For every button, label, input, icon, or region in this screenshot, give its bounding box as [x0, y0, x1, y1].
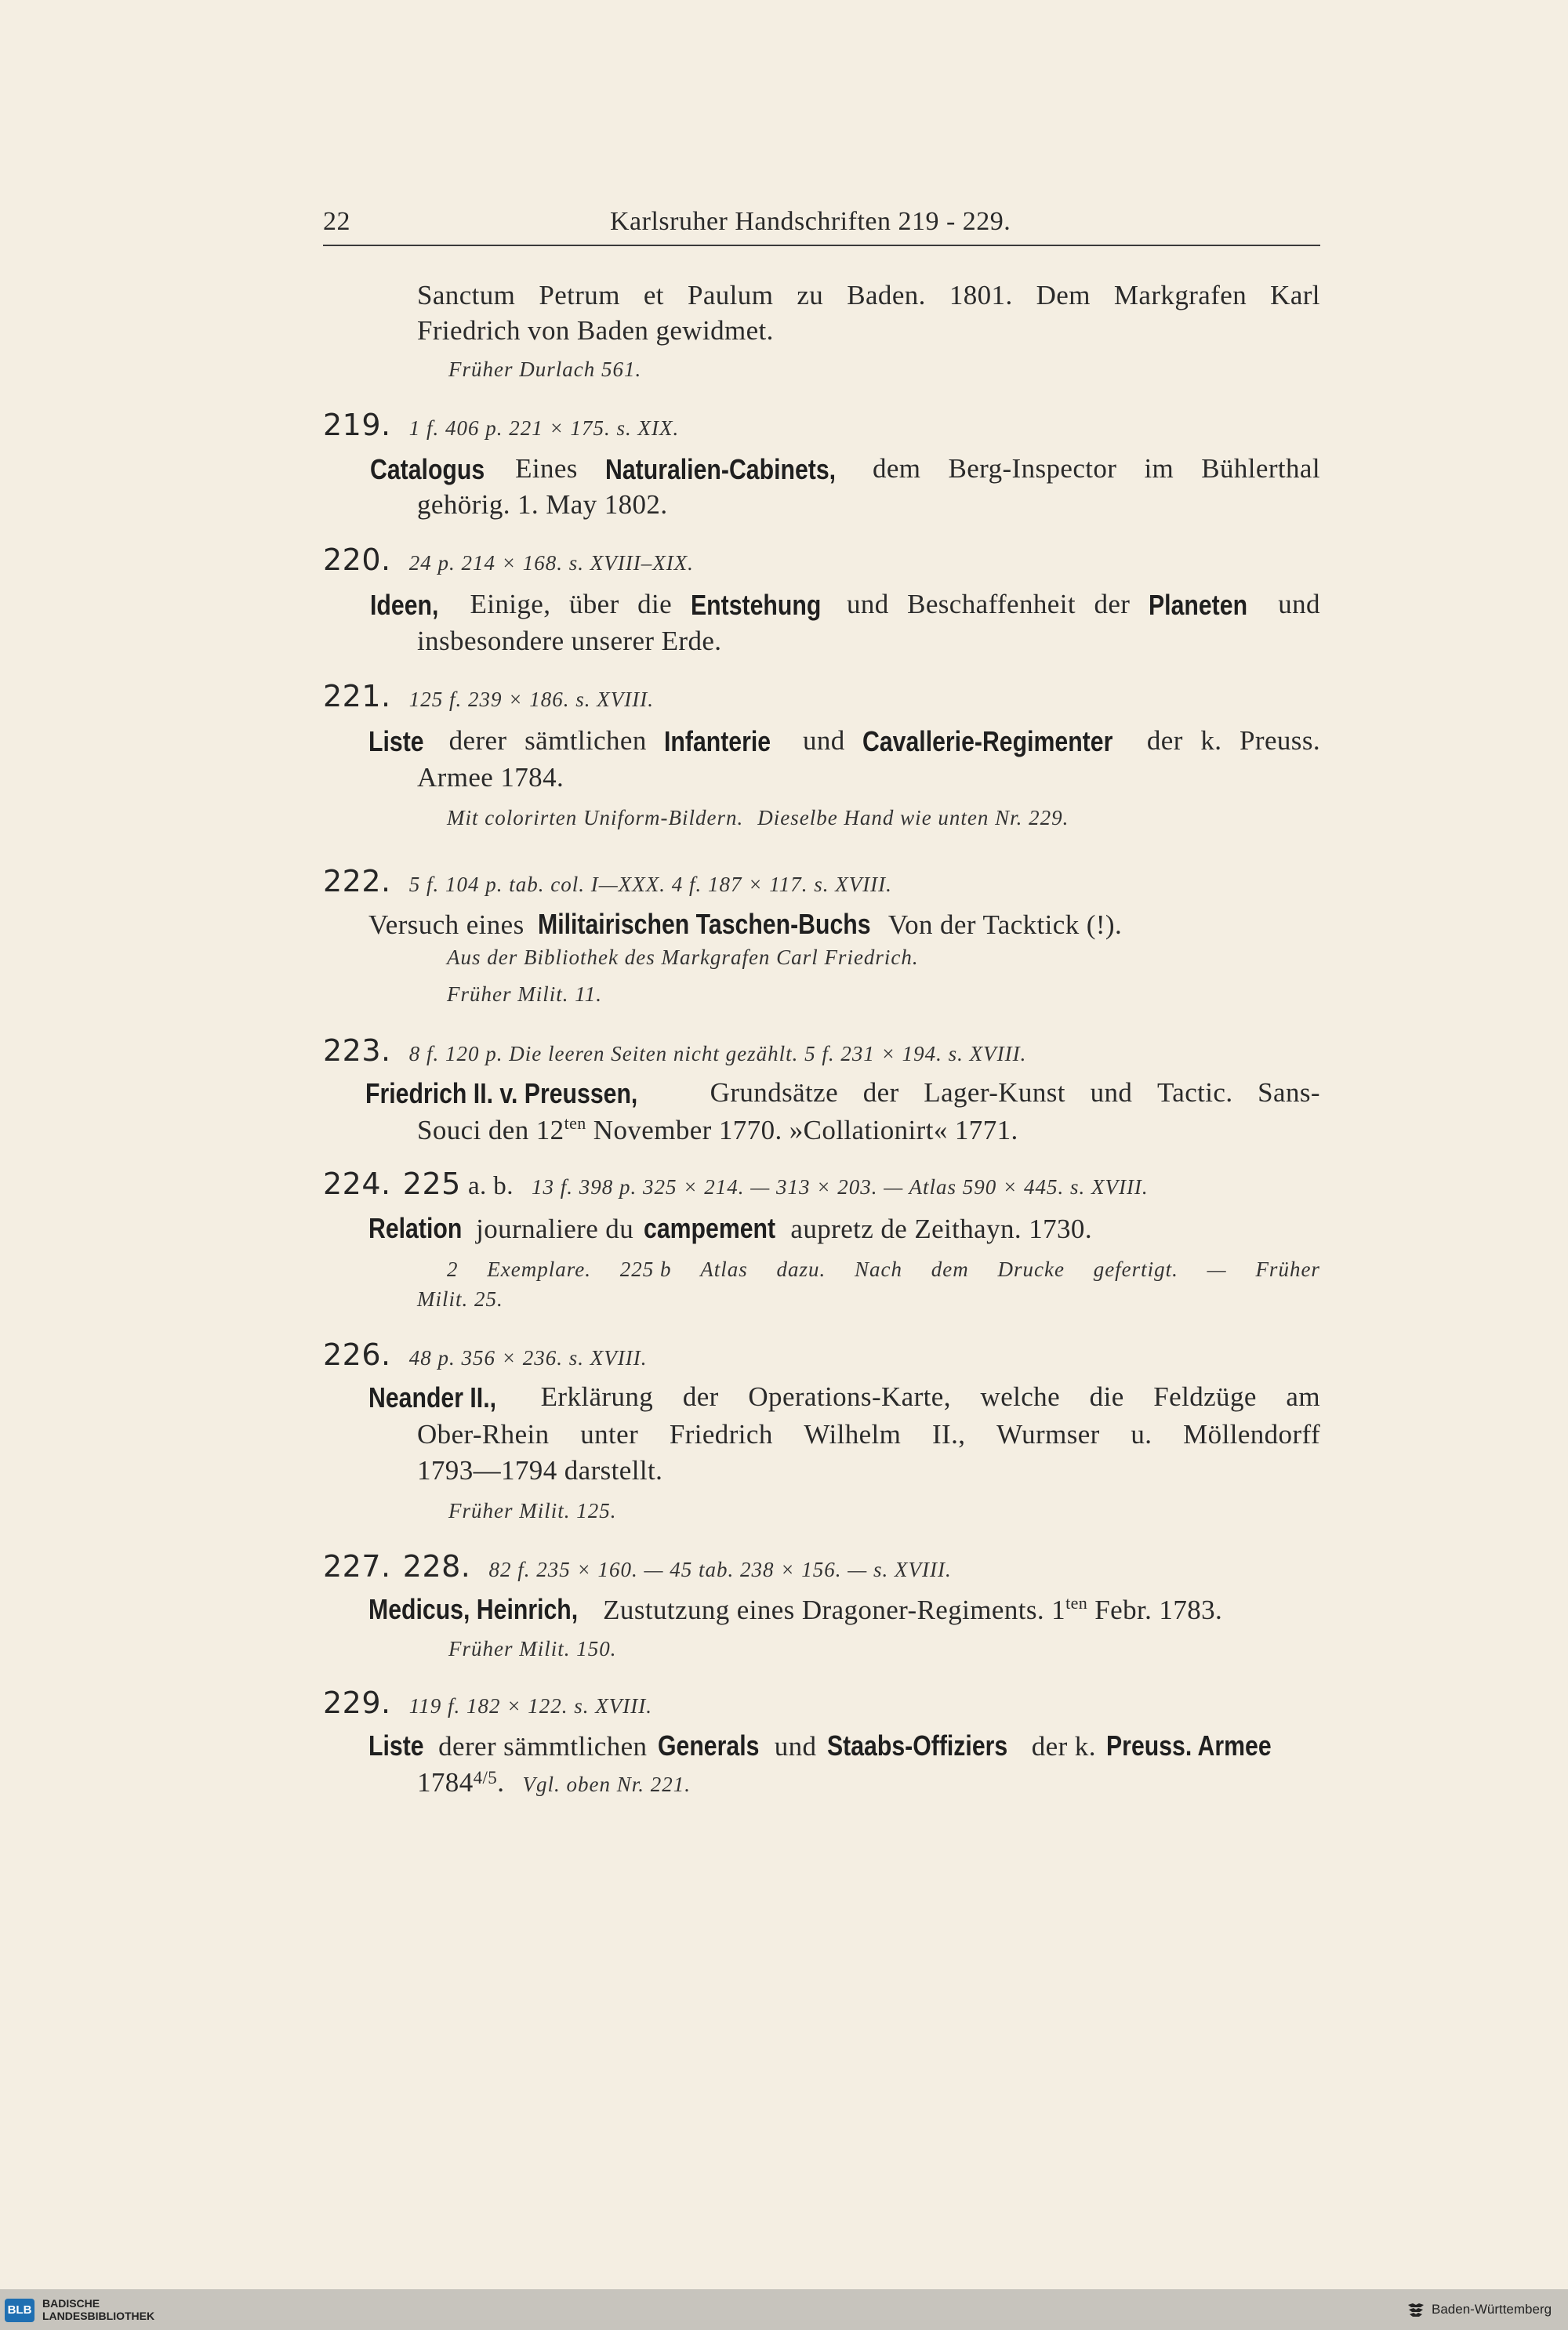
entry-224-note-1: 2 Exemplare. 225 b Atlas dazu. Nach dem Drucke gefertigt. — Früher	[447, 1258, 1320, 1281]
entry-meta: 24 p. 214 × 168. s. XVIII–XIX.	[408, 551, 694, 575]
entry-220-heading	[323, 543, 694, 577]
entry-223-line-1: Friedrich II. v. Preussen, Grundsätze der Lager-Kunst und Tactic. Sans-	[365, 1077, 1320, 1109]
entry-number: 222.	[323, 864, 391, 898]
entry-226-line-2: Ober-Rhein unter Friedrich Wilhelm II., Wurmser u. Möllendorff	[417, 1419, 1320, 1450]
entry-meta: 8 f. 120 p. Die leeren Seiten nicht gezählt. 5 f. 231 × 194. s. XVIII.	[408, 1042, 1027, 1065]
entry-227-line-1: Medicus, Heinrich, Zustutzung eines Dragoner-Regiments. $1^{ten}$ Febr. 1783.	[368, 1593, 1223, 1625]
entry-number: 220.	[323, 543, 391, 577]
entry-221-heading	[323, 679, 654, 713]
entry-220-line-2: insbesondere unserer Erde.	[417, 626, 722, 656]
entry-229-line-1: Liste derer sämmtlichen Generals und Staabs-Offiziers der k. Preuss. Armee	[368, 1729, 1272, 1762]
intro-note: Früher Durlach 561.	[448, 357, 642, 381]
entry-220-line-1: Ideen, Einige, über die Entstehung und Beschaffenheit der Planeten und	[370, 589, 1320, 621]
running-title: Karlsruher Handschriften 219 - 229.	[610, 207, 1011, 236]
entry-meta: 82 f. 235 × 160. — 45 tab. 238 × 156. — s. XVIII.	[488, 1558, 952, 1581]
entry-229-heading	[323, 1686, 652, 1720]
entry-226-note: Früher Milit. 125.	[448, 1499, 617, 1522]
entry-meta: 1 f. 406 p. 221 × 175. s. XIX.	[408, 416, 680, 440]
entry-223-heading	[323, 1033, 1026, 1068]
entry-meta: 125 f. 239 × 186. s. XVIII.	[408, 688, 654, 711]
header-rule	[323, 245, 1320, 246]
entry-222-note-1: Aus der Bibliothek des Markgrafen Carl Friedrich.	[447, 945, 919, 969]
entry-227-note: Früher Milit. 150.	[448, 1637, 617, 1660]
intro-line-1: Sanctum Petrum et Paulum zu Baden. 1801. Dem Markgrafen Karl	[417, 280, 1320, 310]
coat-of-arms-icon	[1405, 2300, 1427, 2321]
entry-221-line-1: Liste derer sämtlichen Infanterie und Cavallerie-Regimenter der k. Preuss.	[368, 725, 1320, 757]
entry-number: 229.	[323, 1686, 391, 1720]
entry-226-line-3: 1793—1794 darstellt.	[417, 1455, 663, 1486]
entry-223-line-2: Souci den $12^{ten}$ November 1770. »Collationirt« 1771.	[417, 1113, 1018, 1145]
entry-meta: 5 f. 104 p. tab. col. I—XXX. 4 f. 187 × 117. s. XVIII.	[408, 873, 892, 896]
page-number: 22	[323, 207, 350, 236]
entry-221-line-2: Armee 1784.	[417, 762, 564, 793]
entry-number: 227.	[323, 1549, 391, 1584]
footer-bar	[0, 2289, 1568, 2330]
entry-number: 219.	[323, 408, 391, 442]
entry-number: 221.	[323, 679, 391, 713]
entry-222-note-2: Früher Milit. 11.	[447, 982, 602, 1006]
entry-229-line-2: $1784^{4/5}$. Vgl. oben Nr. 221.	[417, 1767, 691, 1798]
entry-224-note-2: Milit. 25.	[417, 1287, 503, 1311]
blb-logo[interactable]: BLB	[5, 2299, 34, 2322]
entry-227-heading	[323, 1549, 952, 1584]
intro-line-2: Friedrich von Baden gewidmet.	[417, 315, 774, 346]
entry-number-2: 225	[402, 1167, 461, 1201]
entry-219-heading	[323, 408, 679, 442]
entry-number-2: 228.	[402, 1549, 471, 1584]
entry-number: 226.	[323, 1337, 391, 1372]
entry-219-line-2: gehörig. 1. May 1802.	[417, 489, 668, 520]
entry-number: 224.	[323, 1167, 391, 1201]
entry-222-line-1: Versuch eines Militairischen Taschen-Buchs Von der Tacktick (!).	[368, 908, 1123, 940]
entry-meta: 119 f. 182 × 122. s. XVIII.	[408, 1694, 652, 1718]
entry-226-line-1: Neander II., Erklärung der Operations-Karte, welche die Feldzüge am	[368, 1381, 1320, 1414]
state-name: Baden-Württemberg	[1432, 2302, 1552, 2317]
entry-224-line-1: Relation journaliere du campement aupretz de Zeithayn. 1730.	[368, 1212, 1092, 1244]
entry-222-heading	[323, 864, 892, 898]
entry-221-note: Mit colorirten Uniform-Bildern. Dieselbe Hand wie unten Nr. 229.	[447, 806, 1069, 829]
library-name: BADISCHE LANDESBIBLIOTHEK	[42, 2297, 155, 2322]
entry-meta: 48 p. 356 × 236. s. XVIII.	[408, 1346, 648, 1370]
entry-226-heading	[323, 1337, 647, 1372]
entry-219-line-1: Catalogus Eines Naturalien-Cabinets, dem Berg-Inspector im Bühlerthal	[370, 453, 1320, 485]
entry-number: 223.	[323, 1033, 391, 1068]
entry-224-heading: 224. 225 a. b. 13 f. 398 p. 325 × 214. — 313 × 203. — Atlas 590 × 445. s. XVIII.	[323, 1167, 1149, 1201]
entry-meta: 13 f. 398 p. 325 × 214. — 313 × 203. — Atlas 590 × 445. s. XVIII.	[532, 1175, 1149, 1199]
page-header	[323, 207, 1320, 246]
